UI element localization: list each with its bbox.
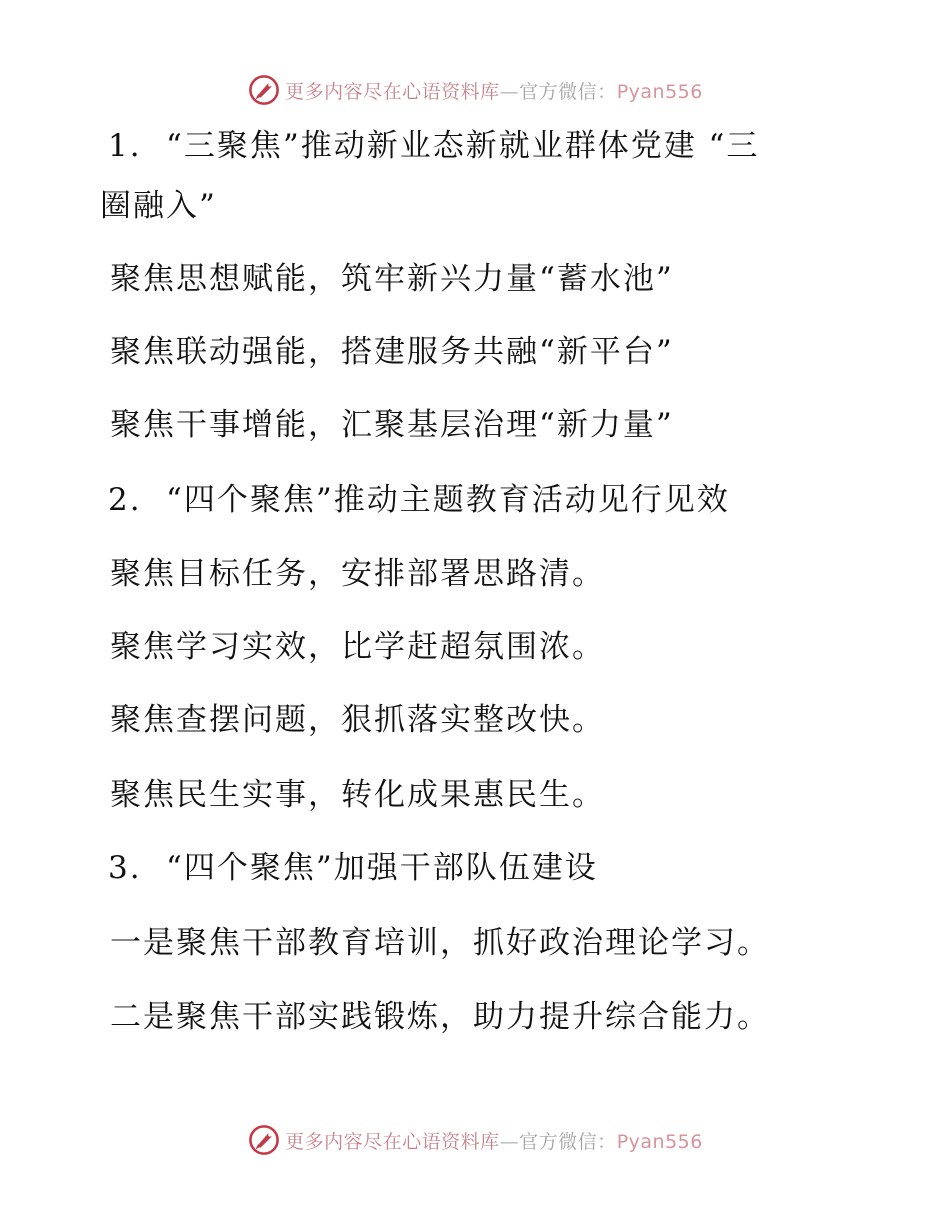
watermark-footer <box>0 1120 950 1160</box>
section-1-title-line1: “三聚焦”推动新业态新就业群体党建 “三 <box>166 128 760 164</box>
watermark-wechat-label: 官方微信： <box>519 1130 617 1153</box>
watermark-dash: — <box>499 1130 520 1153</box>
watermark-header <box>0 70 950 110</box>
watermark-text <box>285 1127 703 1154</box>
watermark-dash: — <box>499 80 520 103</box>
pen-nib-logo-icon <box>247 73 281 107</box>
section-1-heading <box>108 126 759 166</box>
pen-nib-logo-icon <box>247 1123 281 1157</box>
section-1-number: 1. <box>108 128 142 164</box>
list-item: 聚焦干事增能，汇聚基层治理“新力量” <box>110 407 674 443</box>
section-2-heading <box>108 480 730 520</box>
list-item: 聚焦民生实事，转化成果惠民生。 <box>110 777 605 813</box>
watermark-main: 更多内容尽在心语资料库 <box>285 80 500 103</box>
watermark-wechat-label: 官方微信： <box>519 80 617 103</box>
list-item: 一是聚焦干部教育培训，抓好政治理论学习。 <box>110 925 770 961</box>
section-3-number: 3. <box>108 850 142 886</box>
section-2-number: 2. <box>108 482 142 518</box>
section-3-title: “四个聚焦”加强干部队伍建设 <box>166 850 598 886</box>
list-item: 聚焦目标任务，安排部署思路清。 <box>110 556 605 592</box>
list-item: 聚焦联动强能，搭建服务共融“新平台” <box>110 334 674 370</box>
list-item: 聚焦学习实效，比学赶超氛围浓。 <box>110 629 605 665</box>
list-item: 聚焦查摆问题，狠抓落实整改快。 <box>110 702 605 738</box>
section-2-title: “四个聚焦”推动主题教育活动见行见效 <box>166 482 730 518</box>
watermark-wechat-id: Pyan556 <box>616 80 703 103</box>
list-item: 二是聚焦干部实践锻炼，助力提升综合能力。 <box>110 999 770 1035</box>
watermark-wechat-id: Pyan556 <box>616 1130 703 1153</box>
section-3-heading <box>108 848 598 888</box>
list-item: 聚焦思想赋能，筑牢新兴力量“蓄水池” <box>110 261 674 297</box>
watermark-main: 更多内容尽在心语资料库 <box>285 1130 500 1153</box>
section-1-title-line2: 圈融入” <box>100 188 217 224</box>
watermark-text <box>285 77 703 104</box>
